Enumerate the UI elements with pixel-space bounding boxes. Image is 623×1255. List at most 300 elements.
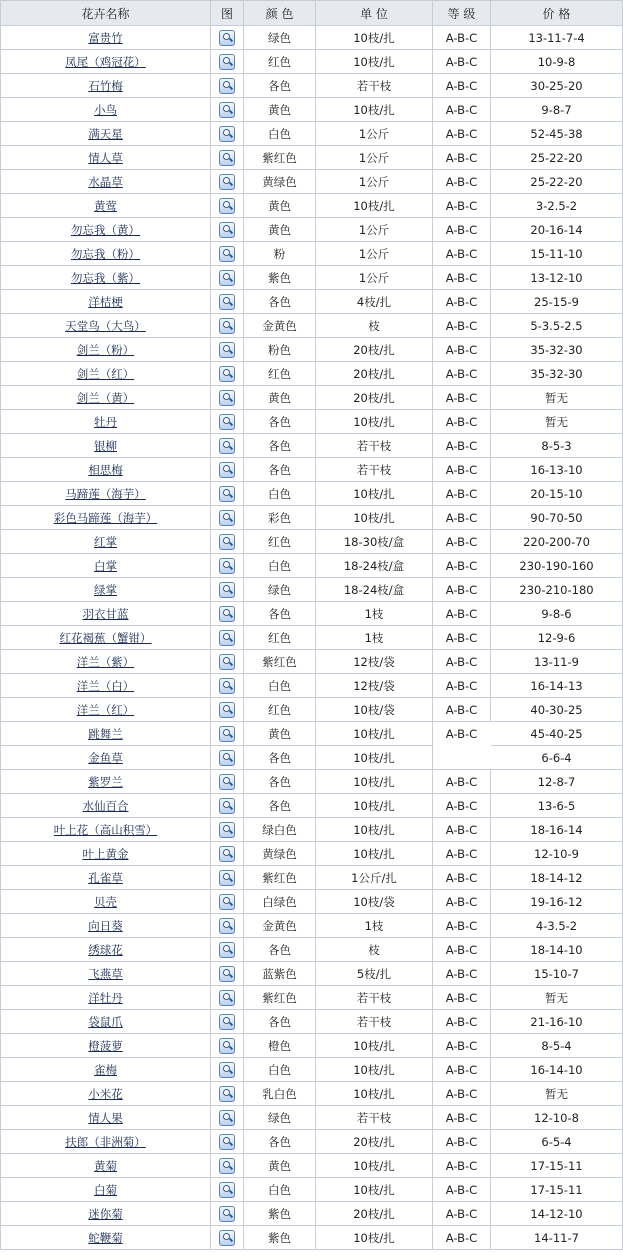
unit-cell: 20枝/扎 (316, 1202, 433, 1226)
unit-cell: 1公斤 (316, 146, 433, 170)
table-row (1, 410, 623, 434)
table-row (1, 1154, 623, 1178)
price-cell: 13-11-7-4 (491, 26, 623, 50)
flower-name-link[interactable]: 小鸟 (94, 102, 117, 117)
photo-cell (211, 146, 244, 170)
photo-cell (211, 1034, 244, 1058)
flower-name-link[interactable]: 贝壳 (94, 894, 117, 909)
grade-cell: A-B-C (433, 290, 491, 314)
magnifier-photo-icon[interactable] (219, 1182, 235, 1198)
magnifier-photo-icon[interactable] (219, 654, 235, 670)
grade-cell: A-B-C (433, 410, 491, 434)
magnifier-photo-icon[interactable] (219, 30, 235, 46)
magnifier-photo-icon[interactable] (219, 102, 235, 118)
table-row (1, 1010, 623, 1034)
price-cell: 6-5-4 (491, 1130, 623, 1154)
magnifier-photo-icon[interactable] (219, 1110, 235, 1126)
price-cell: 25-22-20 (491, 170, 623, 194)
flower-name-cell (1, 482, 211, 506)
color-cell: 白色 (244, 122, 316, 146)
magnifier-photo-icon[interactable] (219, 54, 235, 70)
unit-cell: 10枝/扎 (316, 50, 433, 74)
magnifier-photo-icon[interactable] (219, 918, 235, 934)
magnifier-photo-icon[interactable] (219, 438, 235, 454)
magnifier-photo-icon[interactable] (219, 966, 235, 982)
grade-cell: A-B-C (433, 1010, 491, 1034)
price-cell: 8-5-4 (491, 1034, 623, 1058)
magnifier-photo-icon[interactable] (219, 246, 235, 262)
unit-cell: 10枝/扎 (316, 794, 433, 818)
flower-name-link[interactable]: 绣球花 (88, 942, 123, 957)
grade-cell: A-B-C (433, 338, 491, 362)
unit-cell: 若干枝 (316, 986, 433, 1010)
flower-name-link[interactable]: 向日葵 (88, 918, 123, 933)
flower-name-link[interactable]: 蛇鞭菊 (88, 1230, 123, 1245)
magnifier-photo-icon[interactable] (219, 318, 235, 334)
unit-cell: 10枝/扎 (316, 1178, 433, 1202)
flower-name-link[interactable]: 扶郎（非洲菊） (65, 1134, 146, 1149)
photo-cell (211, 986, 244, 1010)
flower-name-link[interactable]: 橙菠萝 (88, 1038, 123, 1053)
flower-name-link[interactable]: 水仙百合 (82, 798, 129, 813)
photo-cell (211, 290, 244, 314)
flower-name-link[interactable]: 迷你菊 (88, 1206, 123, 1221)
price-cell: 18-14-12 (491, 866, 623, 890)
price-cell: 90-70-50 (491, 506, 623, 530)
flower-name-link[interactable]: 牡丹 (94, 414, 117, 429)
flower-name-link[interactable]: 洋兰（红） (76, 702, 135, 717)
flower-name-link[interactable]: 剑兰（粉） (76, 342, 135, 357)
price-cell: 25-22-20 (491, 146, 623, 170)
color-cell: 黄绿色 (244, 170, 316, 194)
unit-cell: 12枝/袋 (316, 650, 433, 674)
flower-name-cell (1, 290, 211, 314)
grade-cell: A-B-C (433, 842, 491, 866)
flower-name-link[interactable]: 勿忘我（黄） (71, 222, 140, 237)
grade-cell: A-B-C (433, 986, 491, 1010)
flower-name-cell (1, 650, 211, 674)
flower-name-cell (1, 26, 211, 50)
magnifier-photo-icon[interactable] (219, 198, 235, 214)
price-cell: 暂无 (491, 986, 623, 1010)
color-cell: 黄色 (244, 1154, 316, 1178)
price-cell: 16-14-10 (491, 1058, 623, 1082)
color-cell: 各色 (244, 602, 316, 626)
flower-name-cell (1, 314, 211, 338)
grade-cell: A-B-C (433, 890, 491, 914)
flower-name-link[interactable]: 金鱼草 (88, 750, 123, 765)
unit-cell: 1枝 (316, 602, 433, 626)
price-cell: 17-15-11 (491, 1154, 623, 1178)
flower-name-cell (1, 866, 211, 890)
price-cell: 12-10-9 (491, 842, 623, 866)
flower-name-cell (1, 914, 211, 938)
table-row (1, 866, 623, 890)
price-cell: 20-15-10 (491, 482, 623, 506)
grade-cell: A-B-C (433, 650, 491, 674)
grade-cell: A-B-C (433, 1106, 491, 1130)
flower-name-link[interactable]: 石竹梅 (88, 78, 123, 93)
flower-name-cell (1, 602, 211, 626)
price-cell: 21-16-10 (491, 1010, 623, 1034)
price-cell: 52-45-38 (491, 122, 623, 146)
flower-name-link[interactable]: 彩色马蹄莲（海芋） (53, 510, 158, 525)
price-cell: 17-15-11 (491, 1178, 623, 1202)
flower-name-link[interactable]: 勿忘我（粉） (71, 246, 140, 261)
photo-cell (211, 554, 244, 578)
photo-cell (211, 914, 244, 938)
table-row (1, 626, 623, 650)
unit-cell: 1公斤 (316, 218, 433, 242)
unit-cell: 1公斤/扎 (316, 866, 433, 890)
color-cell: 紫红色 (244, 650, 316, 674)
photo-cell (211, 242, 244, 266)
grade-cell: A-B-C (433, 242, 491, 266)
magnifier-photo-icon[interactable] (219, 1206, 235, 1222)
photo-cell (211, 458, 244, 482)
price-cell: 230-190-160 (491, 554, 623, 578)
table-row (1, 1034, 623, 1058)
table-row (1, 26, 623, 50)
magnifier-photo-icon[interactable] (219, 366, 235, 382)
photo-cell (211, 434, 244, 458)
flower-name-link[interactable]: 孔雀草 (88, 870, 123, 885)
photo-cell (211, 1082, 244, 1106)
table-row (1, 674, 623, 698)
color-cell: 各色 (244, 410, 316, 434)
color-cell: 黄色 (244, 98, 316, 122)
flower-name-link[interactable]: 洋桔梗 (88, 294, 123, 309)
flower-name-link[interactable]: 剑兰（红） (76, 366, 135, 381)
unit-cell: 1公斤 (316, 266, 433, 290)
grade-cell: A-B-C (433, 122, 491, 146)
photo-cell (211, 1226, 244, 1250)
photo-cell (211, 1106, 244, 1130)
magnifier-photo-icon[interactable] (219, 78, 235, 94)
table-row (1, 194, 623, 218)
photo-cell (211, 674, 244, 698)
flower-name-link[interactable]: 满天星 (88, 126, 123, 141)
unit-cell: 枝 (316, 314, 433, 338)
table-row (1, 842, 623, 866)
table-row (1, 722, 623, 746)
magnifier-photo-icon[interactable] (219, 750, 235, 766)
flower-name-link[interactable]: 叶上花（高山积雪） (53, 822, 158, 837)
unit-cell: 1公斤 (316, 122, 433, 146)
unit-cell: 4枝/扎 (316, 290, 433, 314)
flower-name-link[interactable]: 水晶草 (88, 174, 123, 189)
grade-cell: A-B-C (433, 722, 491, 746)
color-cell: 绿色 (244, 26, 316, 50)
flower-name-link[interactable]: 紫罗兰 (88, 774, 123, 789)
unit-cell: 20枝/扎 (316, 338, 433, 362)
unit-cell: 10枝/扎 (316, 1082, 433, 1106)
price-cell: 12-10-8 (491, 1106, 623, 1130)
grade-cell: A-B-C (433, 1154, 491, 1178)
color-cell: 蓝紫色 (244, 962, 316, 986)
flower-name-cell (1, 362, 211, 386)
flower-name-cell (1, 410, 211, 434)
unit-cell: 若干枝 (316, 458, 433, 482)
magnifier-photo-icon[interactable] (219, 606, 235, 622)
flower-name-cell (1, 1226, 211, 1250)
unit-cell: 20枝/扎 (316, 362, 433, 386)
grade-cell: A-B-C (433, 98, 491, 122)
flower-name-link[interactable]: 红掌 (94, 534, 117, 549)
flower-name-link[interactable]: 雀梅 (94, 1062, 117, 1077)
flower-name-link[interactable]: 洋牡丹 (88, 990, 123, 1005)
color-cell: 白色 (244, 1178, 316, 1202)
table-row (1, 1202, 623, 1226)
magnifier-photo-icon[interactable] (219, 558, 235, 574)
grade-cell: A-B-C (433, 362, 491, 386)
color-cell: 白色 (244, 674, 316, 698)
color-cell: 绿白色 (244, 818, 316, 842)
flower-name-cell (1, 170, 211, 194)
header-picture: 图 (211, 1, 244, 26)
grade-cell: A-B-C (433, 434, 491, 458)
unit-cell: 10枝/扎 (316, 770, 433, 794)
magnifier-photo-icon[interactable] (219, 510, 235, 526)
magnifier-photo-icon[interactable] (219, 462, 235, 478)
magnifier-photo-icon[interactable] (219, 798, 235, 814)
magnifier-photo-icon[interactable] (219, 846, 235, 862)
grade-cell: A-B-C (433, 698, 491, 722)
color-cell: 金黄色 (244, 914, 316, 938)
flower-name-cell (1, 1202, 211, 1226)
flower-name-link[interactable]: 天堂鸟（大鸟） (65, 318, 146, 333)
flower-name-cell (1, 842, 211, 866)
grade-cell: A-B-C (433, 962, 491, 986)
magnifier-photo-icon[interactable] (219, 678, 235, 694)
flower-name-link[interactable]: 白菊 (94, 1182, 117, 1197)
table-row (1, 482, 623, 506)
photo-cell (211, 1010, 244, 1034)
table-row (1, 434, 623, 458)
color-cell: 彩色 (244, 506, 316, 530)
price-cell: 20-16-14 (491, 218, 623, 242)
flower-name-link[interactable]: 洋兰（白） (76, 678, 135, 693)
magnifier-photo-icon[interactable] (219, 990, 235, 1006)
magnifier-photo-icon[interactable] (219, 342, 235, 358)
unit-cell: 若干枝 (316, 434, 433, 458)
flower-name-link[interactable]: 银柳 (94, 438, 117, 453)
table-row (1, 530, 623, 554)
flower-name-link[interactable]: 黄菊 (94, 1158, 117, 1173)
photo-cell (211, 1202, 244, 1226)
price-cell: 230-210-180 (491, 578, 623, 602)
magnifier-photo-icon[interactable] (219, 774, 235, 790)
flower-name-link[interactable]: 洋兰（紫） (76, 654, 135, 669)
table-row (1, 650, 623, 674)
magnifier-photo-icon[interactable] (219, 534, 235, 550)
grade-cell: A-B-C (433, 530, 491, 554)
unit-cell: 10枝/袋 (316, 890, 433, 914)
magnifier-photo-icon[interactable] (219, 1062, 235, 1078)
grade-cell (433, 746, 491, 770)
magnifier-photo-icon[interactable] (219, 270, 235, 286)
magnifier-photo-icon[interactable] (219, 582, 235, 598)
color-cell: 各色 (244, 746, 316, 770)
magnifier-photo-icon[interactable] (219, 942, 235, 958)
flower-name-cell (1, 554, 211, 578)
price-cell: 18-16-14 (491, 818, 623, 842)
flower-name-link[interactable]: 袋鼠爪 (88, 1014, 123, 1029)
flower-name-link[interactable]: 相思梅 (88, 462, 123, 477)
price-cell: 13-6-5 (491, 794, 623, 818)
grade-cell: A-B-C (433, 1226, 491, 1250)
magnifier-photo-icon[interactable] (219, 1158, 235, 1174)
price-cell: 35-32-30 (491, 362, 623, 386)
flower-name-link[interactable]: 凤尾（鸡冠花） (65, 54, 146, 69)
price-cell: 10-9-8 (491, 50, 623, 74)
flower-name-link[interactable]: 情人草 (88, 150, 123, 165)
table-row (1, 314, 623, 338)
grade-cell: A-B-C (433, 578, 491, 602)
magnifier-photo-icon[interactable] (219, 1230, 235, 1246)
photo-cell (211, 74, 244, 98)
magnifier-photo-icon[interactable] (219, 390, 235, 406)
grade-cell: A-B-C (433, 458, 491, 482)
color-cell: 各色 (244, 938, 316, 962)
magnifier-photo-icon[interactable] (219, 414, 235, 430)
photo-cell (211, 530, 244, 554)
color-cell: 红色 (244, 698, 316, 722)
unit-cell: 10枝/扎 (316, 410, 433, 434)
photo-cell (211, 122, 244, 146)
grade-cell: A-B-C (433, 914, 491, 938)
grade-cell: A-B-C (433, 770, 491, 794)
flower-name-cell (1, 506, 211, 530)
flower-name-link[interactable]: 情人果 (88, 1110, 123, 1125)
flower-name-cell (1, 194, 211, 218)
grade-cell: A-B-C (433, 674, 491, 698)
flower-name-link[interactable]: 剑兰（黄） (76, 390, 135, 405)
grade-cell: A-B-C (433, 818, 491, 842)
table-row (1, 170, 623, 194)
photo-cell (211, 170, 244, 194)
flower-name-cell (1, 434, 211, 458)
grade-cell: A-B-C (433, 602, 491, 626)
magnifier-photo-icon[interactable] (219, 174, 235, 190)
grade-cell: A-B-C (433, 506, 491, 530)
flower-name-cell (1, 626, 211, 650)
price-cell: 12-8-7 (491, 770, 623, 794)
color-cell: 黄色 (244, 218, 316, 242)
photo-cell (211, 722, 244, 746)
grade-cell: A-B-C (433, 1082, 491, 1106)
table-row (1, 890, 623, 914)
flower-name-link[interactable]: 羽衣甘蓝 (82, 606, 129, 621)
unit-cell: 10枝/扎 (316, 194, 433, 218)
photo-cell (211, 578, 244, 602)
color-cell: 绿色 (244, 1106, 316, 1130)
flower-name-cell (1, 962, 211, 986)
photo-cell (211, 1154, 244, 1178)
magnifier-photo-icon[interactable] (219, 1086, 235, 1102)
table-row (1, 218, 623, 242)
color-cell: 绿色 (244, 578, 316, 602)
magnifier-photo-icon[interactable] (219, 630, 235, 646)
flower-name-link[interactable]: 勿忘我（紫） (71, 270, 140, 285)
flower-name-cell (1, 458, 211, 482)
grade-cell: A-B-C (433, 1202, 491, 1226)
color-cell: 紫红色 (244, 866, 316, 890)
color-cell: 各色 (244, 434, 316, 458)
table-row (1, 266, 623, 290)
unit-cell: 10枝/扎 (316, 842, 433, 866)
grade-cell: A-B-C (433, 218, 491, 242)
photo-cell (211, 506, 244, 530)
magnifier-photo-icon[interactable] (219, 294, 235, 310)
magnifier-photo-icon[interactable] (219, 870, 235, 886)
price-cell: 15-11-10 (491, 242, 623, 266)
magnifier-photo-icon[interactable] (219, 222, 235, 238)
table-row (1, 578, 623, 602)
table-row (1, 1178, 623, 1202)
photo-cell (211, 818, 244, 842)
price-cell: 220-200-70 (491, 530, 623, 554)
magnifier-photo-icon[interactable] (219, 894, 235, 910)
table-row (1, 242, 623, 266)
photo-cell (211, 1178, 244, 1202)
flower-name-link[interactable]: 马蹄莲（海芋） (65, 486, 146, 501)
magnifier-photo-icon[interactable] (219, 1038, 235, 1054)
flower-name-link[interactable]: 绿掌 (94, 582, 117, 597)
grade-cell: A-B-C (433, 482, 491, 506)
grade-cell: A-B-C (433, 194, 491, 218)
color-cell: 各色 (244, 290, 316, 314)
flower-name-link[interactable]: 小米花 (88, 1086, 123, 1101)
table-row (1, 818, 623, 842)
price-cell: 3-2.5-2 (491, 194, 623, 218)
color-cell: 各色 (244, 794, 316, 818)
flower-name-link[interactable]: 白掌 (94, 558, 117, 573)
color-cell: 红色 (244, 362, 316, 386)
magnifier-photo-icon[interactable] (219, 702, 235, 718)
color-cell: 金黄色 (244, 314, 316, 338)
magnifier-photo-icon[interactable] (219, 126, 235, 142)
flower-name-cell (1, 1130, 211, 1154)
magnifier-photo-icon[interactable] (219, 1014, 235, 1030)
flower-name-link[interactable]: 红花褐蕉（蟹钳） (59, 630, 152, 645)
flower-name-cell (1, 146, 211, 170)
grade-cell: A-B-C (433, 266, 491, 290)
table-row (1, 1058, 623, 1082)
photo-cell (211, 866, 244, 890)
grade-cell: A-B-C (433, 386, 491, 410)
photo-cell (211, 1058, 244, 1082)
photo-cell (211, 266, 244, 290)
magnifier-photo-icon[interactable] (219, 486, 235, 502)
flower-name-link[interactable]: 飞燕草 (88, 966, 123, 981)
photo-cell (211, 338, 244, 362)
magnifier-photo-icon[interactable] (219, 726, 235, 742)
table-row (1, 122, 623, 146)
flower-name-link[interactable]: 黄莺 (94, 198, 117, 213)
flower-name-link[interactable]: 跳舞兰 (88, 726, 123, 741)
magnifier-photo-icon[interactable] (219, 150, 235, 166)
photo-cell (211, 794, 244, 818)
flower-name-cell (1, 1082, 211, 1106)
color-cell: 各色 (244, 458, 316, 482)
magnifier-photo-icon[interactable] (219, 1134, 235, 1150)
flower-name-link[interactable]: 富贵竹 (88, 30, 123, 45)
price-cell: 30-25-20 (491, 74, 623, 98)
flower-name-link[interactable]: 叶上黄金 (82, 846, 129, 861)
magnifier-photo-icon[interactable] (219, 822, 235, 838)
price-cell: 暂无 (491, 1082, 623, 1106)
